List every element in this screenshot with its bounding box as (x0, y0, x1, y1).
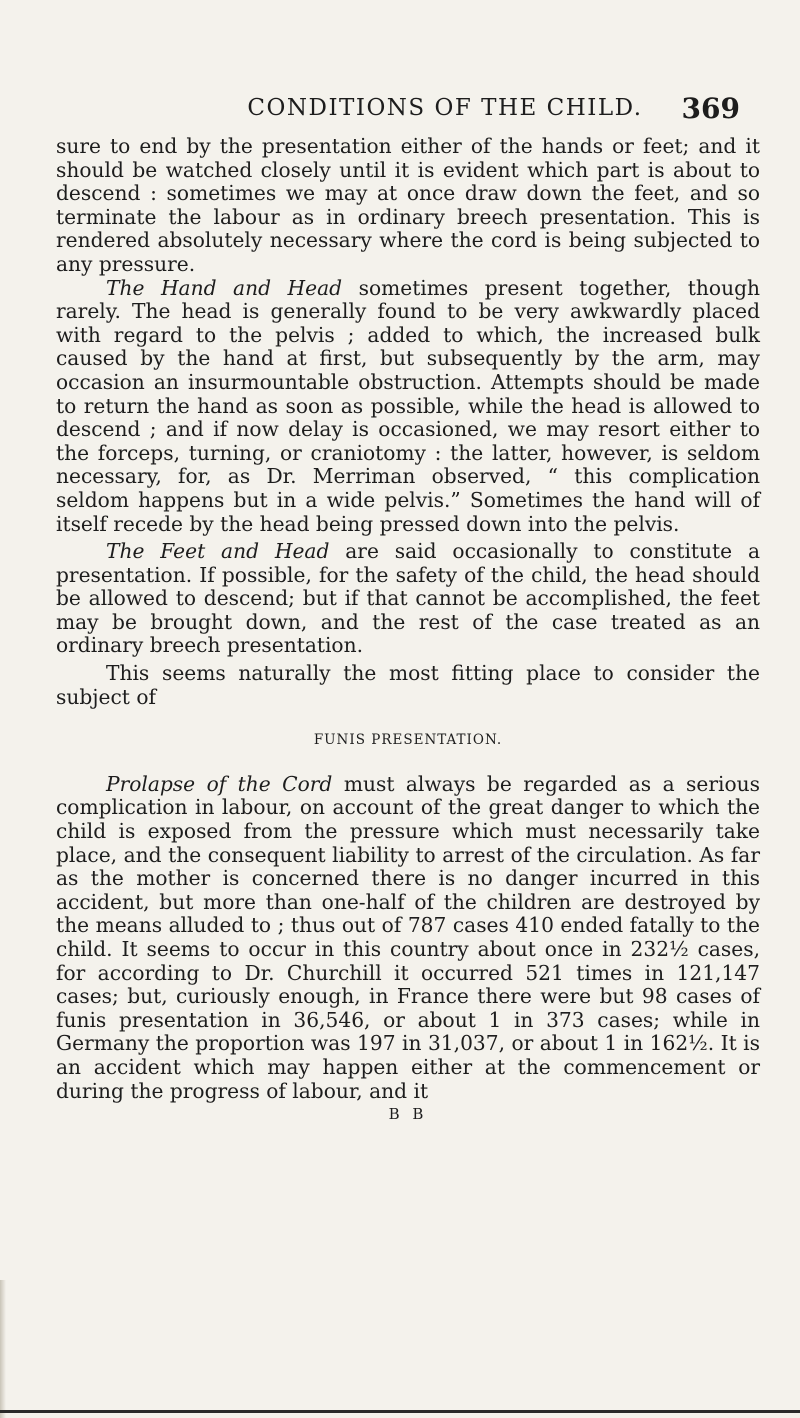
italic-lead-hand-and-head: The Hand and Head (106, 275, 343, 300)
italic-lead-prolapse-of-cord: Prolapse of the Cord (106, 771, 333, 796)
section-heading: FUNIS PRESENTATION. (313, 732, 503, 749)
running-head (200, 88, 740, 128)
page-edge-shadow (0, 1280, 6, 1418)
paragraph-feet-and-head (56, 540, 760, 658)
paragraph-transition: This seems naturally the most fitting place to consider the subject of (56, 661, 760, 709)
paragraph-hand-and-head-text: sometimes present together, though rarely. The head is generally found to be very awkwardly placed with regard to the pelvis ; added to which, the increased bulk caused by the hand at first, but subsequently by the arm, may occasion an insurmountable obstruction. Attempts should be made to return the hand as soon as possible, while the head is allowed to descend ; and if now delay is occasioned, we may resort either to the forceps, turning, or craniotomy : the latter, however, is seldom necessary, for, as Dr. Merriman observed, “ this complication seldom happens but in a wide pelvis.” Sometimes the hand will of itself recede by the head being pressed down into the pelvis. (56, 275, 760, 536)
signature-mark: B B (388, 1105, 428, 1124)
paragraph-feet-and-head-text: are said occasionally to constitute a presentation. If possible, for the safety of the child, the head should be allowed to descend; but if that cannot be accomplished, the feet may be brought down, and the rest of the case treated as an ordinary breech presentation. (56, 539, 761, 658)
paragraph-prolapse-of-cord-text: must always be regarded as a serious complication in labour, on account of the great danger to which the child is exposed from the pressure which must necessarily take place, and the consequent liability to arrest of the circulation. As far as the mother is concerned there is no danger incurred in this accident, but more than one-half of the children are destroyed by the means alluded to ; thus out of 787 cases 410 ended fatally to the child. It seems to occur in this country about once in 232½ cases, for according to Dr. Churchill it occurred 521 times in 121,147 cases; but, curiously enough, in France there were but 98 cases of funis presentation in 36,546, or about 1 in 373 cases; while in Germany the proportion was 197 in 31,037, or about 1 in 162½. It is an accident which may happen either at the commencement or during the progress of labour, and it (56, 771, 760, 1103)
running-title: CONDITIONS OF THE CHILD. (247, 95, 643, 121)
italic-lead-feet-and-head: The Feet and Head (106, 539, 330, 564)
paragraph-continuation: sure to end by the presentation either of the hands or feet; and it should be watched closely until it is evident which part is about to descend : sometimes we may at once draw down the feet, and so terminate the labour as in ordinary breech presentation. This is rendered absolutely necessary where the cord is being subjected to any pressure. (56, 134, 760, 276)
paragraph-hand-and-head (56, 277, 760, 537)
bottom-edge-rule (0, 1410, 800, 1413)
page-number: 369 (681, 91, 740, 125)
body-text (56, 135, 760, 1127)
paragraph-prolapse-of-cord (56, 773, 760, 1103)
